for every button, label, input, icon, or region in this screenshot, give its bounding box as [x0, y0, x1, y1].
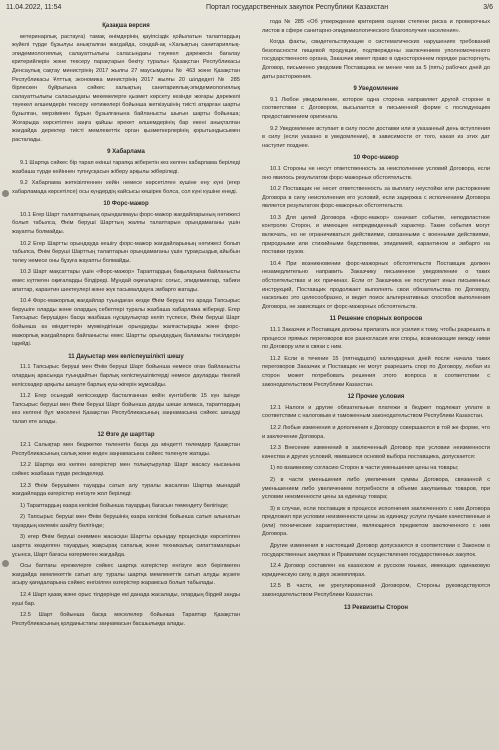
paragraph: 11.1 Заказчик и Поставщик должны прилагать все усилия к тому, чтобы разрешать в процессе прямых переговоров все разногласия или споры, возникающие между ними по Договору или в связи с ним. [262, 327, 490, 351]
paragraph: 12.3 Внесение изменений в заключенный Договор при условии неизменности качества и других условий, явившихся основой выбора поставщика, допускается: [262, 445, 490, 460]
paragraph: 2) в части уменьшения либо увеличения суммы Договора, связанной с уменьшением либо увеличением потребности в объеме закупаемых товаров, при условии неизменности цены за единицу товара; [262, 476, 490, 501]
section-title: 10 Форс-мажор [103, 201, 149, 208]
paragraph: 9.1 Любое уведомление, которое одна сторона направляет другой стороне в соответствии с Договором, высылается в письменной форме с последующим предоставлением оригинала. [262, 96, 490, 120]
section-title: 9 Хабарлама [107, 149, 145, 156]
paragraph: 12.5 Шарт бойынша басқа мәселелер бойынша Тараптар Қазақстан Республикасының қолданыстағы заңнамасын басшылыққа алады. [12, 612, 240, 627]
paragraph: 9.1 Шартқа сәйкес бір тарап екінші тарапқа жіберетін кез келген хабарлама беріледі жазбаша түрде кейіннен түпнұсқасын жіберу арқылы жіберіледі. [12, 159, 240, 175]
section-title: 12 Прочие условия [347, 394, 405, 401]
portal-title: Портал государственных закупок Республики Казахстан [206, 4, 389, 11]
paragraph: 12.1 Налоги и другие обязательные платежи в бюджет подлежат уплате в соответствии с налоговым и таможенным законодательством Республики Казахстан. [262, 404, 490, 420]
paragraph: ветеринарлық растауға) тамақ өнімдерінің қауіпсіздік қойылатын талаптардың жүйелі түрде бұзылуы анықталған жағдайда, сондай-ақ «Халықтың санитариялық-эпидемиологиялық салауаттылығы саласындағы тәуекел дәрежесін бағалау критерийлерін және тексеру парақтарын бекіту туралы» Қазақстан Республикасы Денсаулық сақтау министрінің 2017 жылғы 27 маусымдағы № 463 және Қазақстан Республикасы Ұлттық экономика министрінің 2017 жылғы 20 шілдедегі № 285 бірлескен бұйрығына сәйкес халықтың санитариялық-эпидемиологиялық салауаттылығы саласындағы мекемелерге қызмет көрсету кезінде жоғары дәрежелі тәуекел өлшемдерін тексеру нәтижелері бойынша жеткізушінің тиісті атқарған шарты бұзылған, мерзімінен бұрын бұзылғанына байланысты шығын шарты бойынша; Жоғарыда көрсетілген заңға қайшы әрекет өлшемдерінің бар екені анықталған жағдайда деректер тиісті мемлекеттік орган қызметкерлерінің қорытындысымен расталады. [12, 33, 240, 143]
paragraph: 3) в случае, если поставщик в процессе исполнения заключенного с ним Договора предложил при условии неизменности цены за единицу услуги лучшие качественные и (или) технические характеристики, являющиеся предметом заключенного с ним Договора. [262, 505, 490, 538]
paragraph: 12.2 Любые изменения и дополнения к Договору совершаются в той же форме, что и заключение Договора. [262, 424, 490, 440]
paragraph: 12.2 Шартқа кез келген өзгерістер мен толықтырулар Шарт жасасу нысанына сәйкес жазбаша түрде ресімделеді. [12, 462, 240, 477]
paragraph: 12.3 Өнім берушімен тауарды сатып алу туралы жасалған Шартқа мынадай жағдайларда өзгерістер енгізуге жол беріледі: [12, 482, 240, 498]
paragraph: Осы баптағы ережелерге сәйкес шартқа өзгерістер енгізуге жол берілмеген жағдайда мемлекеттік сатып алу туралы шартқа мемлекеттік сатып алуды жүзеге асыру қағидаларына сәйкес енгізілген өзгерістер жарамсыз болып табылады. [12, 563, 240, 587]
paragraph: 10.4 Форс-мажорлық жағдайлар туындаған кезде Өнім беруші тез арада Тапсырыс берушіге оларды және олардың себептері туралы жазбаша хабарлама жібереді. Егер Тапсырыс берушіден басқа жазбаша нұсқаулықтар келіп түспесе, Өнім беруші Шарт бойынша өз міндеттерін мүмкіндігінше орындауды жалғастырады және форс-мажорлық жағдайларға байланысты емес Шартты орындаудың баламалы тәсілдерін іздейді. [12, 298, 240, 348]
paragraph: 1) Тараптардың өзара келісімі бойынша тауардың бағасын төмендету бөлігінде; [20, 502, 229, 509]
print-datetime: 11.04.2022, 11:54 [6, 4, 62, 11]
paragraph: 10.2 Егер Шартты орындауда кешігу форс-мажор жағдайларының нәтижесі болып табылса, Өнім беруші Шарттың талаптарын орындамағаны үшін тұрақсыздық айыбын төлеу немесе оны бұзуға жауапты болмайды. [12, 240, 240, 264]
paragraph: 1) по взаимному согласию Сторон в части уменьшения цены на товары; [270, 465, 459, 472]
section-title: 13 Реквизиты Сторон [343, 604, 409, 611]
kazakh-column [12, 18, 240, 631]
section-title: 12 Өзге де шарттар [97, 431, 155, 438]
punch-hole-mark [2, 190, 9, 197]
paragraph: 12.4 Шарт қазақ және орыс тілдерінде екі данада жасалады, олардың бірдей заңды күші бар. [12, 592, 240, 607]
paragraph: 9.2 Уведомление вступает в силу после доставки или в указанный день вступления в силу (если указано в уведомлении), в зависимости от того, какая из этих дат наступит позднее. [262, 125, 490, 149]
paragraph: 10.3 Для целей Договора «форс-мажор» означает событие, неподвластное контролю Сторон, и имеющее непредвиденный характер. Такие события могут включать, но не ограничиваться действиями, связанными с военными действиями, природными или стихийными бедствиями, эпидемией, карантином и эмбарго на поставки грузов. [262, 214, 490, 256]
paragraph: 11.1 Тапсырыс беруші мен Өнім беруші Шарт бойынша немесе оған байланысты олардың арасында туындайтын барлық келіспеушіліктерді немесе дауларды тікелей келіссөздер арқылы шешуге барлық күш-жігерін жұмсайды. [12, 364, 240, 388]
paragraph: Другие изменения в настоящий Договор допускаются в соответствии с Законом о государственных закупках и Правилами осуществления государственных закупок. [262, 543, 490, 558]
paragraph: 3) егер Өнім беруші ониммен жасасқан Шартты орындау процесінде көрсетілген шартта көзделген тауардың жақсырақ сапалық және техникалық сипаттамаларын ұсынса, Шарт бағасы өзгермеген жағдайда. [12, 534, 240, 558]
section-title: Қазақша версия [102, 23, 150, 29]
russian-column [262, 18, 490, 614]
paragraph: 12.1 Салықтар мен бюджетке төленетін басқа да міндетті төлемдер Қазақстан Республикасының салық және кеден заңнамасына сәйкес төленуге жатады. [12, 442, 240, 457]
paragraph: 10.4 При возникновении форс-мажорных обстоятельств Поставщик должен незамедлительно направить Заказчику письменное уведомление о таких обстоятельствах и их причинах. Если от Заказчика не поступает иных письменных инструкций, Поставщик продолжает выполнять свои обязательства по Договору, насколько это целесообразно, и ведет поиск альтернативных способов выполнения Договора, не зависящих от форс-мажорных обстоятельств. [262, 260, 490, 310]
print-header [6, 4, 493, 16]
punch-hole-mark [2, 560, 9, 567]
paragraph: 12.4 Договор составлен на казахском и русском языках, имеющих одинаковую юридическую силу, в двух экземплярах. [262, 563, 490, 578]
section-title: 10 Форс-мажор [353, 155, 399, 162]
paragraph: 11.2 Если в течение 15 (пятнадцати) календарных дней после начала таких переговоров Заказчик и Поставщик не могут разрешить спор по Договору, любая из сторон может потребовать решения этого вопроса в соответствии с законодательством Республики Казахстан. [262, 355, 490, 388]
paragraph: 2) Тапсырыс беруші мен Өнім берушінің өзара келісімі бойынша сатып алынатын тауардың көлемін азайту бөлігінде; [12, 514, 240, 529]
paragraph: 10.1 Егер Шарт талаптарының орындалмауы форс-мажор жағдайларының нәтижесі болып табылса, Өнім беруші Шарттың жалпы талаптарын орындамағаны үшін жауапты болмайды. [12, 211, 240, 236]
paragraph: 12.5 В части, не урегулированной Договором, Стороны руководствуются законодательством Республики Казахстан. [262, 583, 490, 599]
section-title: 11 Дауыстар мен келіспеушілікті шешу [68, 353, 184, 360]
paragraph: Когда факты, свидетельствующие о систематических нарушениях требований безопасности пищевой продукции, подтверждены заключением уполномоченного государственного органа, Заказчик имеет право в одностороннем порядке расторгнуть Договор, письменно уведомив Поставщика не менее чем за 5 (пять) рабочих дней до даты расторжения. [262, 39, 490, 80]
paragraph: 10.1 Стороны не несут ответственность за неисполнение условий Договора, если оно явилось результатом форс-мажорных обстоятельств. [262, 165, 490, 181]
paragraph: 10.2 Поставщик не несет ответственность за выплату неустойки или расторжение Договора в силу неисполнения его условий, если задержка с исполнением Договора является результатом форс-мажорных обстоятельств. [262, 186, 490, 210]
paragraph: 11.2 Егер осындай келіссөздер басталғаннан кейін күнтізбелік 15 күн ішінде Тапсырыс беруші мен Өнім беруші Шарт бойынша дауды шеше алмаса, тараптардың кез келгені бұл мәселені Қазақстан Республикасының заңнамасына сәйкес шешуді талап ете алады. [12, 393, 240, 425]
section-title: 9 Уведомление [353, 86, 399, 93]
paragraph: года № 285 «Об утверждении критериев оценки степени риска и проверочных листов в сфере санитарно-эпидемиологического благополучия населения». [262, 19, 490, 34]
paragraph: 10.3 Шарт мақсаттары үшін «Форс-мажор» Тараптардың бақылауына байланысты емес күтпеген оқиғаларды білдіреді. Мұндай оқиғаларға: соғыс, эпидемиялар, табиғи апаттар, карантин шектеулері және жүк тасымалдауға эмбарго жатады. [12, 269, 240, 293]
paragraph: 9.2 Хабарлама жеткізілгеннен кейін немесе көрсетілген күшіне ену күні (егер хабарламада көрсетілсе) осы күндердің кайсысы кешірек болса, сол күні күшіне енеді. [12, 180, 240, 195]
section-title: 11 Решение спорных вопросов [329, 316, 423, 323]
page-number: 3/6 [483, 4, 493, 11]
